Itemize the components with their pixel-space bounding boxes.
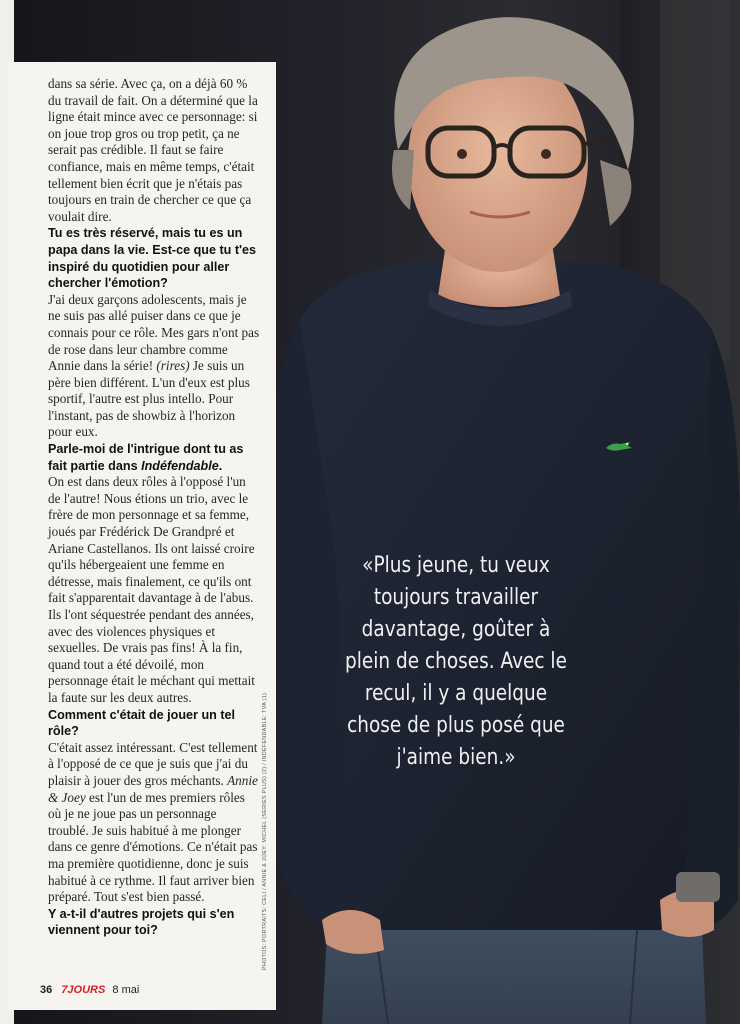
paragraph-intro: dans sa série. Avec ça, on a déjà 60 % du travail de fait. On a déterminé que la ligne était mince avec ce personnage: si on joue trop gros ou trop petit, ça ne serait pas crédible. Il faut se faire confiance, mais en même temps, c'était tellement bien écrit que je n'étais pas toujours en train de chercher ce que ça voulait dire. bbox=[48, 76, 258, 224]
answer-1 bbox=[48, 292, 260, 441]
question-3: Comment c'était de jouer un tel rôle? bbox=[48, 707, 236, 739]
answer-2: On est dans deux rôles à l'opposé l'un de l'autre! Nous étions un trio, avec le frère de mon personnage et sa femme, joués par Frédérick De Grandpré et Ariane Castellanos. Ils ont laissé croire qu'ils hébergeaient une femme en détresse, mais finalement, ce qu'ils ont fait s'apparentait davantage à de l'abus. Ils l'ont séquestrée pendant des années, avec des violences physiques et sexuelles. De vrais pas fins! À la fin, quand tout a été dévoilé, mon personnage était le méchant qui mettait la faute sur les deux autres. bbox=[48, 474, 255, 705]
answer-3 bbox=[48, 740, 260, 906]
photo-credit: PHOTOS: PORTRAITS: CELI / ANNIE & JOEY: MICHEL (SERIES PLUS) (2) / INDÉFENDABLE: TVA (1) bbox=[262, 692, 268, 970]
page-footer bbox=[40, 984, 139, 996]
answer-1-part-a: J'ai deux garçons adolescents, mais je ne suis pas allé puiser dans ce que je connais pour ce rôle. Mes gars n'ont pas de rose dans leur chambre comme Annie dans la série! bbox=[48, 291, 260, 374]
answer-3-part-a: C'était assez intéressant. C'est tellement à l'opposé de ce que je suis que j'ai du plaisir à jouer des gros méchants. bbox=[48, 739, 258, 788]
pull-quote: «Plus jeune, tu veux toujours travailler davantage, goûter à plein de choses. Avec le recul, il y a quelque chose de plus posé que j'aime bien.» bbox=[345, 553, 567, 770]
question-2-part-b: . bbox=[218, 458, 223, 473]
answer-1-aside: (rires) bbox=[156, 358, 190, 374]
magazine-brand: 7JOURS bbox=[61, 984, 106, 996]
answer-3-show-title: Annie & Joey bbox=[48, 772, 258, 805]
question-2 bbox=[48, 441, 260, 474]
crocodile-logo-icon bbox=[604, 436, 634, 456]
question-2-show-title: Indéfendable bbox=[141, 458, 219, 473]
page-number: 36 bbox=[40, 984, 53, 996]
issue-date: 8 mai bbox=[112, 984, 140, 996]
article-body bbox=[48, 76, 260, 939]
answer-3-part-b: est l'un de mes premiers rôles où je ne joue pas un personnage troublé. Je suis habitué à me plonger dans ce genre d'émotions. Ce n'était pas ma première quotidienne, donc je suis habitué à ce rythme. Il faut arriver bien préparé. Tout s'est bien passé. bbox=[48, 789, 258, 905]
question-4: Y a-t-il d'autres projets qui s'en viennent pour toi? bbox=[48, 906, 235, 938]
question-1: Tu es très réservé, mais tu es un papa dans la vie. Est-ce que tu t'es inspiré du quotidien pour aller chercher l'émotion? bbox=[48, 226, 257, 291]
question-2-part-a: Parle-moi de l'intrigue dont tu as fait partie dans bbox=[48, 442, 244, 473]
answer-1-part-b: Je suis un père bien différent. L'un d'eux est plus sportif, l'autre est plus intello. Pour l'instant, pas de showbiz à l'horizon pour eux. bbox=[48, 358, 250, 440]
article-column bbox=[8, 62, 276, 1010]
